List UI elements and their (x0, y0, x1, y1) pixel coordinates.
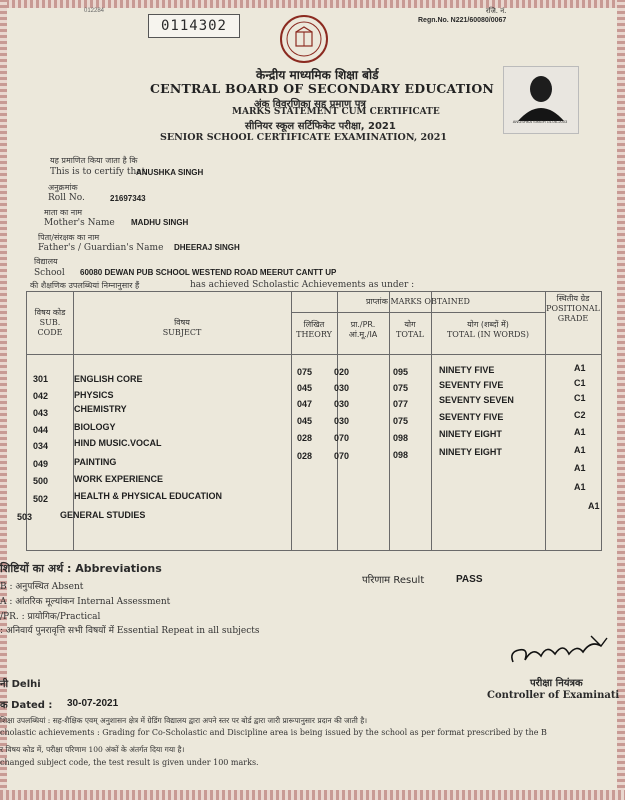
exam-title-hindi: सीनियर स्कूल सर्टिफिकेट परीक्षा, 2021 (245, 121, 396, 132)
controller-title: Controller of Examinati (487, 690, 620, 701)
corner-code: 012284 (84, 8, 105, 14)
note-4: changed subject code, the test result is given under 100 marks. (0, 758, 259, 767)
note-1: शिक्षा उपलब्धियां : सह-शैक्षिक एवम् अनुशासन क्षेत्र में ग्रेडिंग विद्यालय द्वारा अपने स्तर पर बोर्ड द्वारा जारी प्रारूपानुसार प्रदान की जाती है। (0, 716, 368, 725)
abbreviations-title: शिष्टियों का अर्थ : Abbreviations (0, 562, 162, 575)
result-value: PASS (456, 574, 483, 585)
dated-value: 30-07-2021 (67, 698, 119, 709)
certify-label: This is to certify that (50, 167, 146, 177)
controller-title-hindi: परीक्षा नियंत्रक (530, 678, 583, 689)
abbr-absent: B : अनुपस्थित Absent (0, 582, 84, 592)
header-total: योग TOTAL (396, 320, 424, 339)
exam-title-english: SENIOR SCHOOL CERTIFICATE EXAMINATION, 2021 (160, 132, 447, 143)
border-bottom (0, 790, 625, 800)
serial-number: 0114302 (148, 14, 240, 38)
school-label: School (34, 268, 65, 278)
note-3: र विषय कोड में, परीक्षा परिणाम 100 अंकों के अंतर्गत दिया गया है। (0, 745, 185, 754)
board-name-hindi: केन्द्रीय माध्यमिक शिक्षा बोर्ड (256, 68, 379, 82)
regd-number: Regn.No. N221/60080/0067 (418, 17, 507, 24)
mother-label: Mother's Name (44, 218, 115, 228)
registration-block (418, 6, 506, 26)
header-pr-ia: प्रा./PR. आं.मू./IA (348, 320, 378, 339)
marks-table: विषय कोड SUB. CODE विषय SUBJECT प्राप्तांक MARKS OBTAINED लिखित THEORY प्रा./PR. आं.मू./IA योग TOTAL योग (शब्दों में) TOTAL (IN WORDS) स्थितीय ग्रेड POSITIONAL GRADE 301 ENGLISH CORE 075 020 095 NINETY FIVE A1 042 PHYSICS 045 030 075 SEVENTY FIVE C1 043 CHEMISTRY 047 030 077 SEVENTY SEVEN C1 044 BIOLOGY 045 030 075 SEVENTY FIVE C2 034 HIND MUSIC.VOCAL 028 070 098 NINETY EIGHT A1 049 PAINTING 028 070 098 NINETY EIGHT A1 500 WORK EXPERIENCE A1 502 HEALTH & PHYSICAL EDUCATION A1 503 GENERAL STUDIES A1 (26, 291, 602, 551)
header-theory: लिखित THEORY (296, 320, 332, 339)
abbr-essential-repeat: : अनिवार्य पुनरावृत्ति सभी विषयों में Essential Repeat in all subjects (0, 626, 260, 636)
cbse-emblem-icon (279, 14, 329, 64)
abbr-practical: /PR. : प्रायोगिक/Practical (0, 612, 101, 622)
abbr-internal-assessment: A : आंतरिक मूल्यांकन Internal Assessment (0, 597, 171, 607)
result-label: परिणाम Result (362, 575, 425, 586)
dated-label: क Dated : (0, 700, 53, 711)
board-name-english: CENTRAL BOARD OF SECONDARY EDUCATION (150, 81, 495, 96)
header-subject: विषय SUBJECT (162, 318, 202, 337)
controller-signature (505, 632, 615, 672)
roll-number: 21697343 (110, 194, 146, 203)
header-marks-obtained: प्राप्तांक MARKS OBTAINED (366, 297, 470, 306)
header-sub-code: विषय कोड SUB. CODE (34, 308, 66, 337)
header-positional-grade: स्थितीय ग्रेड POSITIONAL GRADE (546, 294, 600, 323)
certificate-title-english: MARKS STATEMENT CUM CERTIFICATE (232, 107, 440, 117)
father-label-hindi: पिता/संरक्षक का नाम (38, 233, 100, 242)
mother-name: MADHU SINGH (131, 218, 189, 227)
photo-caption: ANUSHKA SINGH 14-06-2003 (512, 119, 568, 124)
regd-hindi: रजि. नं. (485, 7, 507, 15)
student-name: ANUSHKA SINGH (136, 168, 204, 177)
school-name: 60080 DEWAN PUB SCHOOL WESTEND ROAD MEERUT CANTT UP (80, 268, 337, 277)
note-2: cholastic achievements : Grading for Co-Scholastic and Discipline area is being issued by the school as per format prescribed by the B (0, 728, 547, 737)
border-top (0, 0, 625, 8)
mother-label-hindi: माता का नाम (44, 208, 83, 217)
header-total-words: योग (शब्दों में) TOTAL (IN WORDS) (446, 320, 530, 339)
achieved-label: has achieved Scholastic Achievements as under : (190, 280, 415, 290)
roll-label-hindi: अनुक्रमांक (48, 183, 78, 192)
father-name: DHEERAJ SINGH (174, 243, 240, 252)
school-label-hindi: विद्यालय (34, 257, 58, 266)
achieved-label-hindi: की शैक्षणिक उपलब्धियां निम्नानुसार हैं (30, 281, 140, 290)
border-right (617, 0, 625, 800)
certify-label-hindi: यह प्रमाणित किया जाता है कि (50, 156, 138, 165)
certificate-title-hindi: अंक विवरणिका सह प्रमाण पत्र (254, 99, 366, 110)
place: नी Delhi (0, 679, 41, 690)
father-label: Father's / Guardian's Name (38, 243, 164, 253)
roll-label: Roll No. (48, 193, 85, 203)
